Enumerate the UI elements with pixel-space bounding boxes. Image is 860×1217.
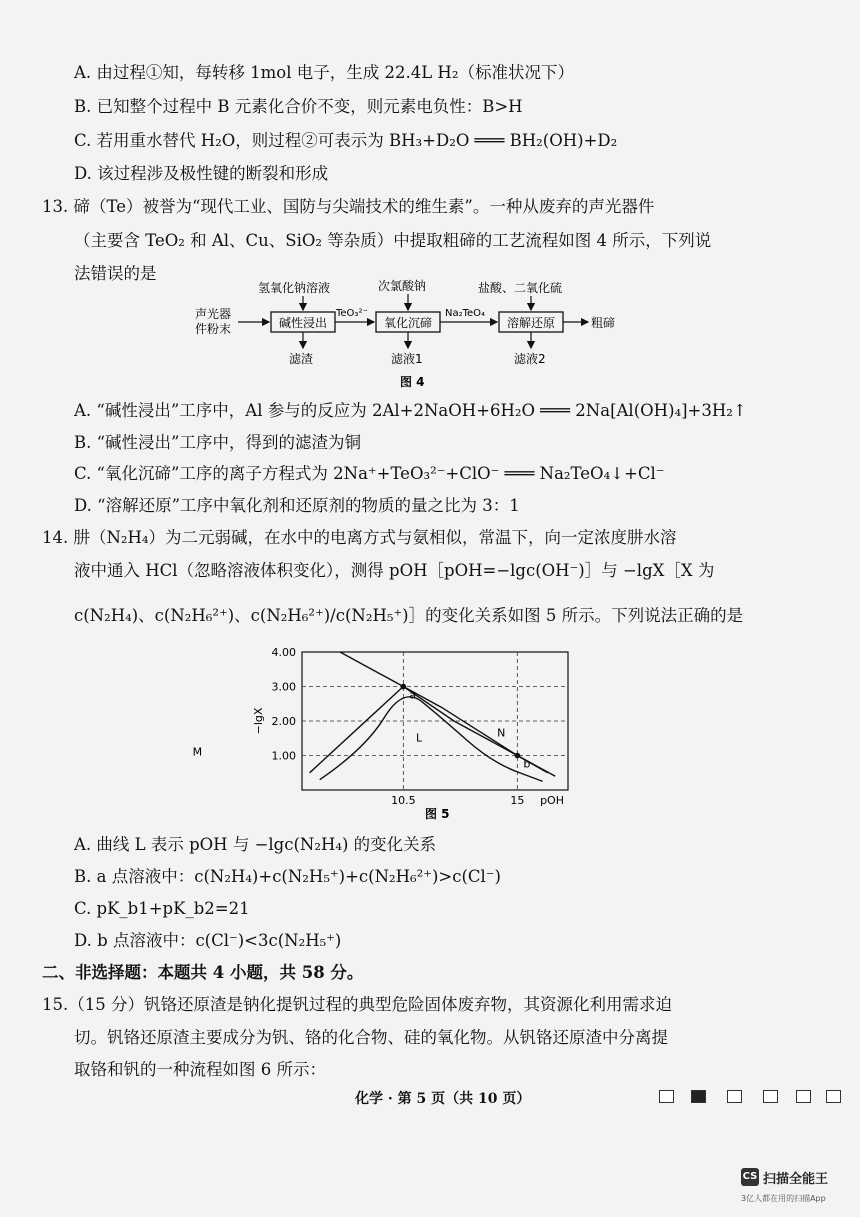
camscanner-logo-icon: CS: [741, 1168, 759, 1186]
flow-step-1-label: 碱性浸出: [278, 316, 328, 330]
flow-reagent-2: 次氯酸钠: [378, 279, 427, 293]
q15-line-1: 15.（15 分）钒铬还原渣是钠化提钒过程的典型危险固体废弃物，其资源化利用需求迫: [42, 995, 672, 1014]
y-tick-label: 3.00: [271, 680, 296, 694]
flow-intermediate-1: TeO₃²⁻: [336, 308, 368, 319]
flow-waste-1: 滤渣: [289, 352, 314, 366]
q13-stem-line-3: 法错误的是: [74, 264, 157, 283]
y-tick-label: 2.00: [271, 715, 296, 728]
flow-reagent-1: 氢氧化钠溶液: [258, 281, 331, 295]
q14-option-d: D. b 点溶液中：c(Cl⁻)<3c(N₂H₅⁺): [74, 931, 342, 950]
q15-line-3: 取铬和钒的一种流程如图 6 所示：: [74, 1060, 326, 1079]
section-2-heading: 二、非选择题：本题共 4 小题，共 58 分。: [42, 963, 364, 982]
q15-line-2: 切。钒铬还原渣主要成分为钒、铬的化合物、硅的氧化物。从钒铬还原渣中分离提: [74, 1028, 668, 1047]
q13-option-c: C. “氧化沉碲”工序的离子方程式为 2Na⁺+TeO₃²⁻+ClO⁻ ═══ Na₂TeO₄↓+Cl⁻: [74, 464, 665, 483]
marker-square-5: [796, 1090, 811, 1103]
figure-5-caption: 图 5: [425, 807, 450, 821]
point-label-a: a: [409, 688, 417, 702]
q14-option-b: B. a 点溶液中：c(N₂H₄)+c(N₂H₅⁺)+c(N₂H₆²⁺)>c(Cl⁻): [74, 867, 501, 886]
q12-option-d: D. 该过程涉及极性键的断裂和形成: [74, 164, 329, 183]
page-footer: 化学 · 第 5 页（共 10 页）: [355, 1091, 531, 1107]
q14-stem-line-2: 液中通入 HCl（忽略溶液体积变化），测得 pOH［pOH=−lgc(OH⁻)］与 −lgX［X 为: [74, 561, 715, 580]
series-m-curve: [320, 697, 543, 782]
figure-5-chart: [192, 640, 580, 822]
flow-start-line-1: 声光器: [195, 307, 232, 321]
brand-name: 扫描全能王: [763, 1172, 829, 1187]
q12-option-a: A. 由过程①知，每转移 1mol 电子，生成 22.4L H₂（标准状况下）: [74, 63, 574, 82]
q14-option-a: A. 曲线 L 表示 pOH 与 −lgc(N₂H₄) 的变化关系: [74, 835, 437, 854]
flow-reagent-3: 盐酸、二氧化硫: [478, 281, 563, 295]
marker-square-2: [691, 1090, 706, 1103]
curve-label-m: M: [192, 745, 203, 759]
marker-square-3: [727, 1090, 742, 1103]
flow-step-3-label: 溶解还原: [506, 316, 556, 330]
marker-square-6: [826, 1090, 841, 1103]
q14-option-c: C. pK_b1+pK_b2=21: [74, 899, 250, 918]
series-n-curve: [310, 687, 556, 777]
point-b: [515, 753, 521, 759]
curve-label-n: N: [497, 726, 506, 740]
y-tick-label: 4.00: [271, 646, 296, 659]
flow-product: 粗碲: [591, 316, 616, 330]
q12-option-c: C. 若用重水替代 H₂O，则过程②可表示为 BH₃+D₂O ═══ BH₂(OH)+D₂: [74, 131, 618, 150]
x-axis-label: pOH: [540, 794, 564, 807]
flow-step-2-label: 氧化沉碲: [383, 316, 433, 330]
point-label-b: b: [523, 757, 531, 771]
q13-option-b: B. “碱性浸出”工序中，得到的滤渣为铜: [74, 433, 361, 452]
q13-option-d: D. “溶解还原”工序中氧化剂和还原剂的物质的量之比为 3：1: [74, 496, 520, 515]
flow-waste-3: 滤液2: [514, 352, 546, 366]
y-axis-label: −lgX: [252, 707, 265, 735]
x-tick-label: 10.5: [391, 794, 416, 807]
process-flow-diagram: [190, 276, 640, 392]
x-tick-label: 15: [510, 794, 525, 807]
q13-stem-line-1: 13. 碲（Te）被誉为“现代工业、国防与尖端技术的维生素”。一种从废弃的声光器件: [42, 197, 655, 216]
y-tick-label: 1.00: [271, 749, 296, 763]
flow-start-line-2: 件粉末: [195, 322, 232, 336]
q14-stem-line-1: 14. 肼（N₂H₄）为二元弱碱，在水中的电离方式与氨相似，常温下，向一定浓度肼水溶: [42, 528, 677, 547]
curve-label-l: L: [416, 731, 423, 745]
q12-option-b: B. 已知整个过程中 B 元素化合价不变，则元素电负性：B>H: [74, 97, 523, 116]
point-a: [401, 684, 407, 690]
q13-option-a: A. “碱性浸出”工序中，Al 参与的反应为 2Al+2NaOH+6H₂O ═══ 2Na[Al(OH)₄]+3H₂↑: [74, 401, 747, 420]
flow-intermediate-2: Na₂TeO₄: [445, 308, 486, 319]
figure-4-caption: 图 4: [400, 375, 425, 389]
marker-square-4: [763, 1090, 778, 1103]
q14-stem-line-3: c(N₂H₄)、c(N₂H₆²⁺)、c(N₂H₆²⁺)/c(N₂H₅⁺)］的变化关系如图 5 所示。下列说法正确的是: [74, 606, 744, 625]
q13-stem-line-2: （主要含 TeO₂ 和 Al、Cu、SiO₂ 等杂质）中提取粗碲的工艺流程如图 4 所示，下列说: [74, 231, 712, 250]
flow-waste-2: 滤液1: [391, 352, 423, 366]
brand-tagline: 3亿人都在用的扫描App: [741, 1194, 826, 1203]
marker-square-1: [659, 1090, 674, 1103]
